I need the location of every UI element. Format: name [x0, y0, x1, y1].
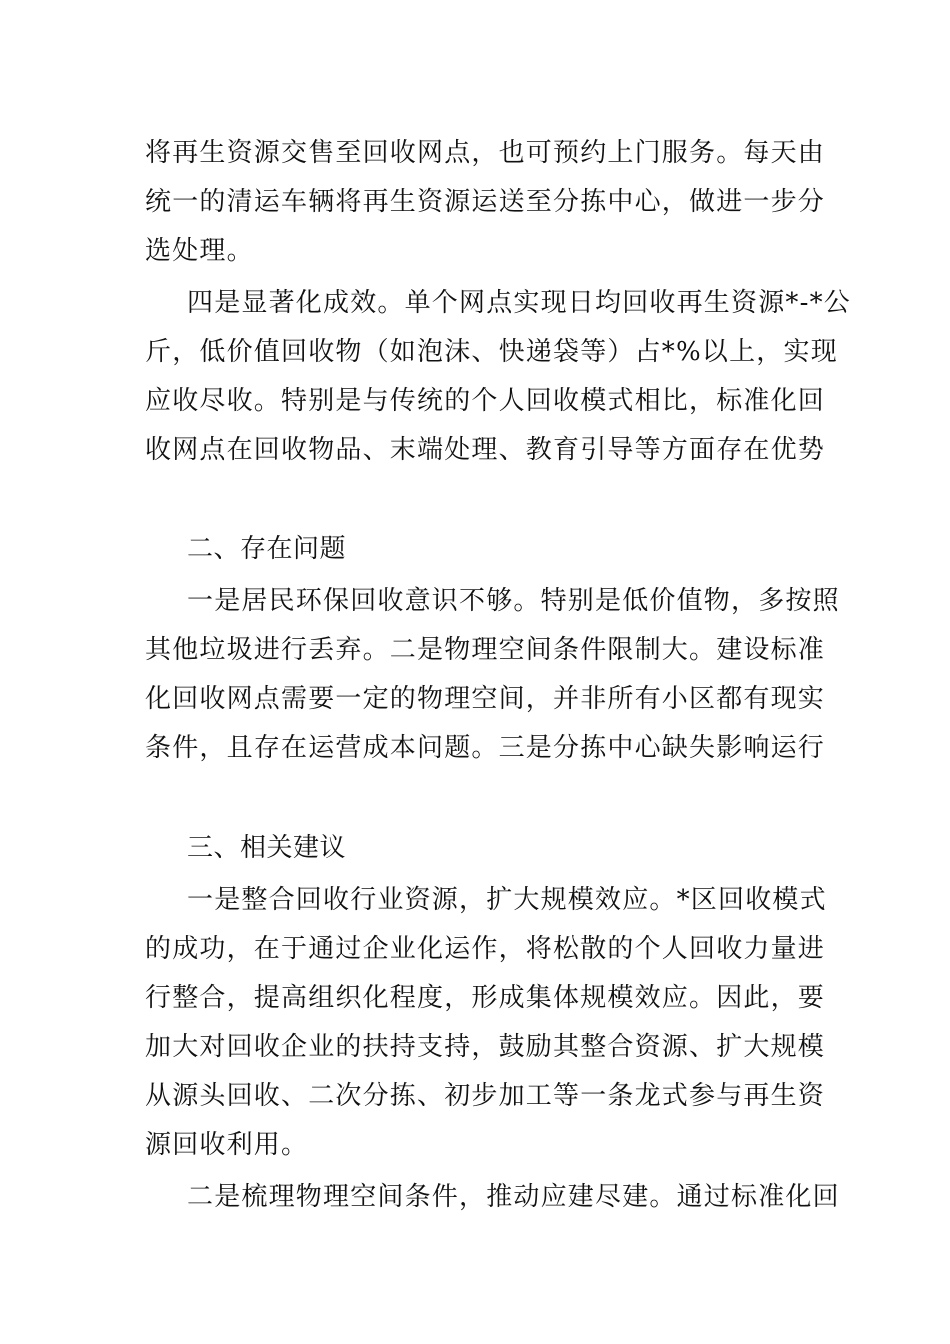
text-line: 化回收网点需要一定的物理空间，并非所有小区都有现实 — [145, 684, 826, 714]
text-line: 条件，且存在运营成本问题。三是分拣中心缺失影响运行 — [145, 733, 826, 763]
section-heading: 二、存在问题 — [187, 534, 347, 564]
text-line: 一是整合回收行业资源，扩大规模效应。*区回收模式 — [187, 885, 827, 915]
text-line: 加大对回收企业的扶持支持，鼓励其整合资源、扩大规模 — [145, 1032, 826, 1062]
text-line: 从源头回收、二次分拣、初步加工等一条龙式参与再生资 — [145, 1081, 826, 1111]
text-line: 行整合，提高组织化程度，形成集体规模效应。因此，要 — [145, 983, 826, 1013]
text-line: 的成功，在于通过企业化运作，将松散的个人回收力量进 — [145, 934, 826, 964]
section-heading: 三、相关建议 — [187, 833, 347, 863]
text-line: 源回收利用。 — [145, 1130, 309, 1160]
text-line: 统一的清运车辆将再生资源运送至分拣中心，做进一步分 — [145, 187, 826, 217]
text-line: 其他垃圾进行丢弃。二是物理空间条件限制大。建设标准 — [145, 635, 826, 665]
text-line: 斤，低价值回收物（如泡沫、快递袋等）占*%以上，实现 — [145, 337, 838, 367]
text-line: 应收尽收。特别是与传统的个人回收模式相比，标准化回 — [145, 386, 826, 416]
text-line: 选处理。 — [145, 236, 254, 266]
text-line: 四是显著化成效。单个网点实现日均回收再生资源*-*公 — [187, 288, 851, 318]
text-line: 一是居民环保回收意识不够。特别是低价值物，多按照 — [187, 586, 840, 616]
text-line: 收网点在回收物品、末端处理、教育引导等方面存在优势 — [145, 435, 826, 465]
text-line: 将再生资源交售至回收网点，也可预约上门服务。每天由 — [145, 138, 826, 168]
text-line: 二是梳理物理空间条件，推动应建尽建。通过标准化回 — [187, 1182, 840, 1212]
